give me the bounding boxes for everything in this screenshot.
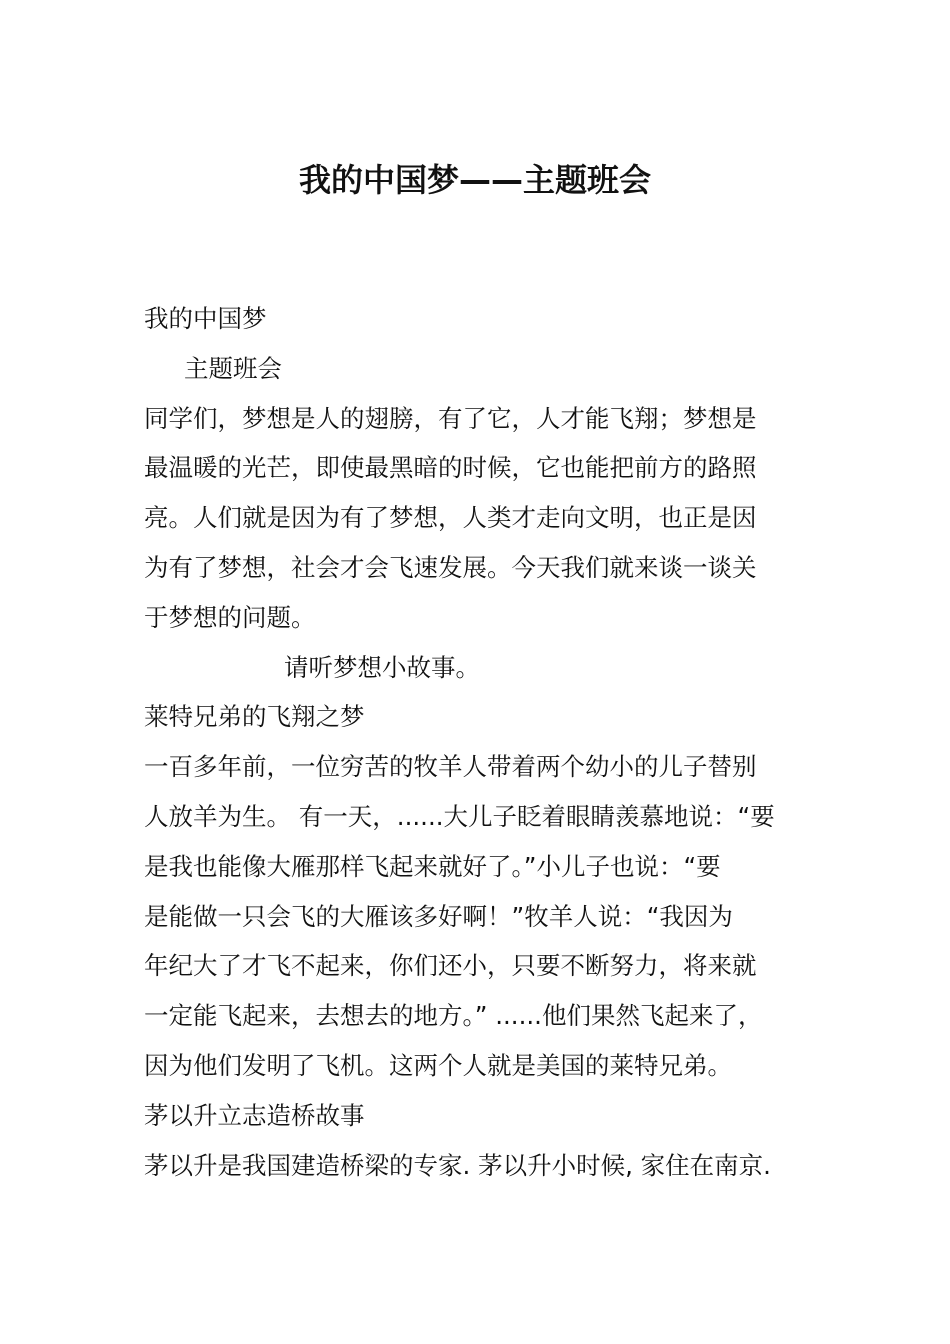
section-heading-wright-brothers: 莱特兄弟的飞翔之梦	[144, 702, 365, 732]
text-line: 亮。人们就是因为有了梦想，人类才走向文明，也正是因	[144, 503, 757, 533]
document-body	[144, 294, 806, 1190]
text-line-intro: 请听梦想小故事。	[284, 652, 480, 682]
text-line-subheading: 主题班会	[184, 353, 282, 383]
text-line: 一定能飞起来，去想去的地方。” ......他们果然飞起来了，	[144, 1001, 763, 1031]
text-line: 一百多年前，一位穷苦的牧羊人带着两个幼小的儿子替别	[144, 752, 757, 782]
section-heading-mao-yisheng: 茅以升立志造桥故事	[144, 1100, 365, 1130]
document-title: 我的中国梦——主题班会	[298, 161, 651, 199]
text-line: 同学们，梦想是人的翅膀，有了它，人才能飞翔；梦想是	[144, 403, 757, 433]
text-line: 因为他们发明了飞机。这两个人就是美国的莱特兄弟。	[144, 1050, 732, 1080]
text-line-heading: 我的中国梦	[144, 304, 267, 333]
text-line: 于梦想的问题。	[144, 602, 316, 632]
text-line: 是能做一只会飞的大雁该多好啊！”牧羊人说：“我因为	[144, 901, 733, 931]
text-line: 为有了梦想，社会才会飞速发展。今天我们就来谈一谈关	[144, 552, 757, 582]
text-line: 最温暖的光芒，即使最黑暗的时候，它也能把前方的路照	[144, 453, 757, 483]
text-line: 年纪大了才飞不起来，你们还小，只要不断努力，将来就	[144, 951, 757, 981]
text-line: 茅以升是我国建造桥梁的专家. 茅以升小时候, 家住在南京.	[144, 1150, 771, 1180]
text-line: 人放羊为生。 有一天，......大儿子眨着眼睛羡慕地说：“要	[144, 801, 775, 831]
text-line: 是我也能像大雁那样飞起来就好了。”小儿子也说：“要	[144, 851, 721, 881]
